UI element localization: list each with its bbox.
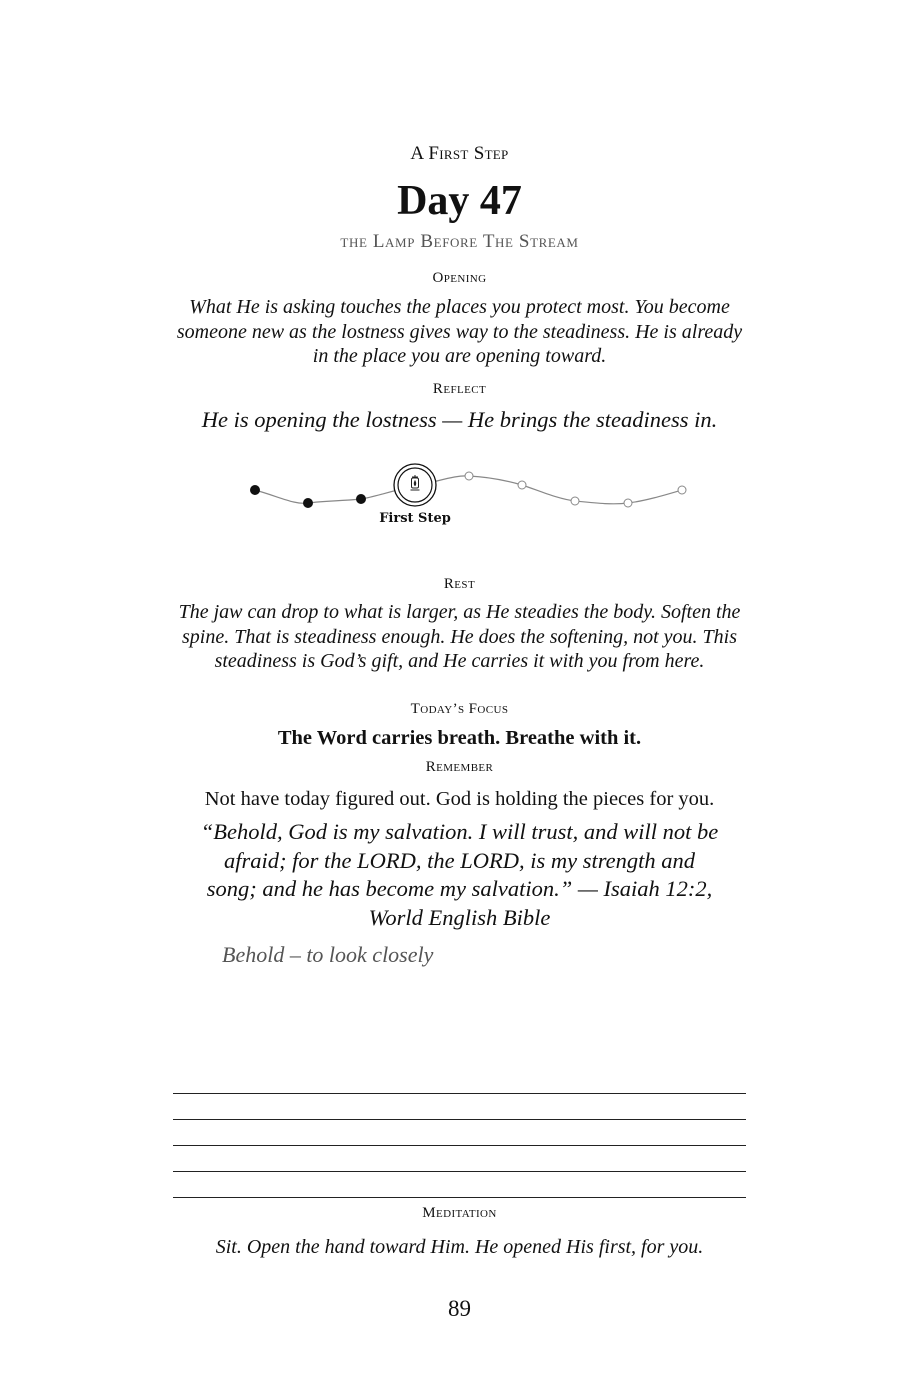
current-step-marker bbox=[394, 464, 436, 506]
series-title: A First Step bbox=[410, 143, 509, 164]
journey-progress bbox=[240, 455, 700, 535]
rest-text: The jaw can drop to what is larger, as He steadies the body. Soften the spine. That is steadiness enough. He does the softening, not you. This steadiness is God’s gift, and He carries it with you from here. bbox=[178, 601, 741, 672]
journal-line[interactable] bbox=[173, 1197, 746, 1198]
focus-label: Today’s Focus bbox=[410, 701, 509, 717]
meditation-label: Meditation bbox=[422, 1205, 497, 1221]
completed-step-dot bbox=[304, 499, 313, 508]
reflect-text: He is opening the lostness — He brings the steadiness in. bbox=[201, 407, 718, 432]
remember-label: Remember bbox=[425, 759, 494, 775]
word-definition: Behold – to look closely bbox=[222, 942, 434, 967]
journal-line[interactable] bbox=[173, 1171, 746, 1172]
day-title: Day 47 bbox=[397, 178, 522, 224]
opening-text: What He is asking touches the places you protect most. You become someone new as the lostness gives way to the steadiness. He is already in the place you are opening toward. bbox=[176, 296, 743, 367]
upcoming-step-dot bbox=[518, 481, 526, 489]
page-number: 89 bbox=[448, 1296, 471, 1321]
upcoming-step-dot bbox=[678, 486, 686, 494]
journal-line[interactable] bbox=[173, 1119, 746, 1120]
focus-text: The Word carries breath. Breathe with it. bbox=[277, 727, 642, 749]
upcoming-step-dot bbox=[465, 472, 473, 480]
completed-step-dot bbox=[357, 495, 366, 504]
meditation-text: Sit. Open the hand toward Him. He opened His first, for you. bbox=[215, 1236, 704, 1258]
day-subtitle: the Lamp Before The Stream bbox=[340, 231, 579, 252]
opening-label: Opening bbox=[432, 270, 487, 286]
scripture-verse: “Behold, God is my salvation. I will trust, and will not be afraid; for the LORD, the LORD, is my strength and song; and he has become my salvation.” — Isaiah 12:2, World English Bible bbox=[200, 819, 719, 930]
current-step-label: First Step bbox=[379, 511, 451, 526]
upcoming-step-dot bbox=[624, 499, 632, 507]
rest-label: Rest bbox=[443, 576, 476, 592]
completed-step-dot bbox=[251, 486, 260, 495]
journal-line[interactable] bbox=[173, 1093, 746, 1094]
reflect-label: Reflect bbox=[432, 381, 487, 397]
upcoming-step-dot bbox=[571, 497, 579, 505]
remember-text: Not have today figured out. God is holding the pieces for you. bbox=[204, 788, 715, 810]
journal-line[interactable] bbox=[173, 1145, 746, 1146]
